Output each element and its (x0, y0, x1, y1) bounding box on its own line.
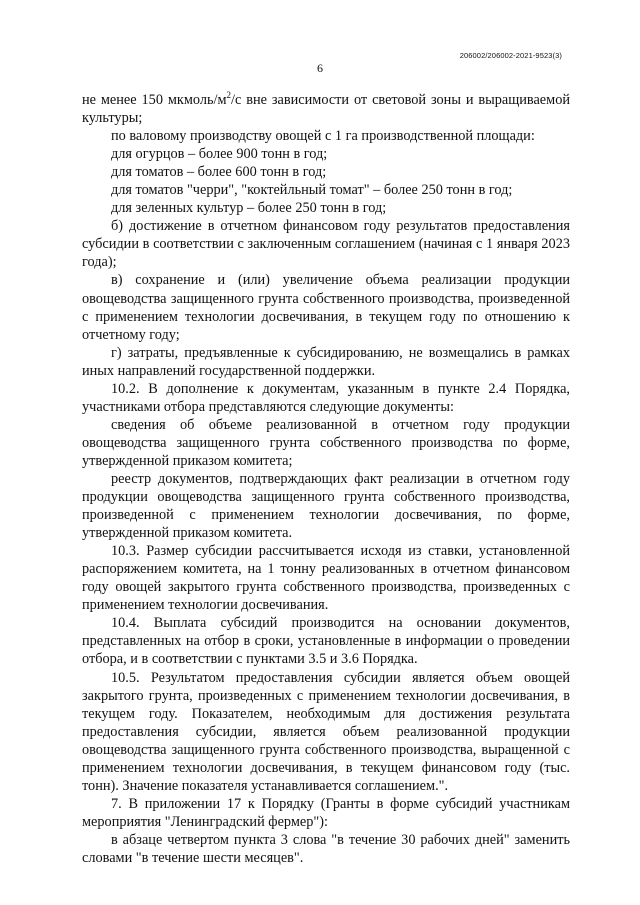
paragraph: г) затраты, предъявленные к субсидированию, не возмещались в рамках иных направлений государственной поддержки. (82, 344, 570, 379)
paragraph: сведения об объеме реализованной в отчетном году продукции овощеводства защищенного грунта собственного производства по форме, утвержденной приказом комитета; (82, 416, 570, 469)
list-item: для томатов – более 600 тонн в год; (111, 164, 327, 181)
paragraph: реестр документов, подтверждающих факт реализации в отчетном году продукции овощеводства защищенного грунта собственного производства, произведенной с применением технологии досвечивания, по форме, утвержденной приказом комитета. (82, 470, 570, 542)
page-number: 6 (317, 61, 323, 75)
paragraph: по валовому производству овощей с 1 га производственной площади: (111, 128, 535, 145)
paragraph: в абзаце четвертом пункта 3 слова "в течение 30 рабочих дней" заменить словами "в течение шести месяцев". (82, 831, 570, 866)
paragraph: в) сохранение и (или) увеличение объема реализации продукции овощеводства защищенного грунта собственного производства, произведенной с применением технологии досвечивания, в текущем году по отношению к отчетному году; (82, 272, 570, 343)
paragraph: 10.5. Результатом предоставления субсидии является объем овощей закрытого грунта, произведенных с применением технологии досвечивания, в текущем году. Показателем, необходимым для достижения результата предоставления субсидии, является объем реализованной продукции овощеводства защищенного грунта собственного производства, выращенной с применением технологии досвечивания, в текущем финансовом году (тыс. тонн). Значение показателя устанавливается соглашением.". (82, 669, 570, 794)
paragraph: 10.2. В дополнение к документам, указанным в пункте 2.4 Порядка, участниками отбора представляются следующие документы: (82, 380, 570, 415)
list-item: для огурцов – более 900 тонн в год; (111, 146, 328, 163)
paragraph-text: /с вне зависимости от световой зоны и выращиваемой культуры; (82, 92, 570, 127)
paragraph: 10.3. Размер субсидии рассчитывается исходя из ставки, установленной распоряжением комитета, на 1 тонну реализованных в отчетном финансовом году овощей закрытого грунта собственного производства, произведенных с применением технологии досвечивания. (82, 543, 570, 614)
paragraph-text: не менее 150 мкмоль/м (82, 92, 227, 108)
list-item: для томатов "черри", "коктейльный томат" – более 250 тонн в год; (111, 182, 513, 199)
paragraph: б) достижение в отчетном финансовом году результатов предоставления субсидии в соответствии с заключенным соглашением (начиная с 1 января 2023 года); (82, 218, 570, 271)
document-body (82, 91, 570, 867)
paragraph-radiation-norm (82, 91, 570, 127)
paragraph: 10.4. Выплата субсидий производится на основании документов, представленных на отбор в сроки, установленные в информации о проведении отбора, и в соответствии с пунктами 3.5 и 3.6 Порядка. (82, 615, 570, 668)
paragraph: 7. В приложении 17 к Порядку (Гранты в форме субсидий участникам мероприятия "Ленинградский фермер"): (82, 795, 570, 830)
superscript: 2 (226, 90, 232, 101)
list-item: для зеленных культур – более 250 тонн в год; (111, 200, 387, 217)
document-code: 206002/206002-2021-9523(3) (459, 51, 562, 60)
